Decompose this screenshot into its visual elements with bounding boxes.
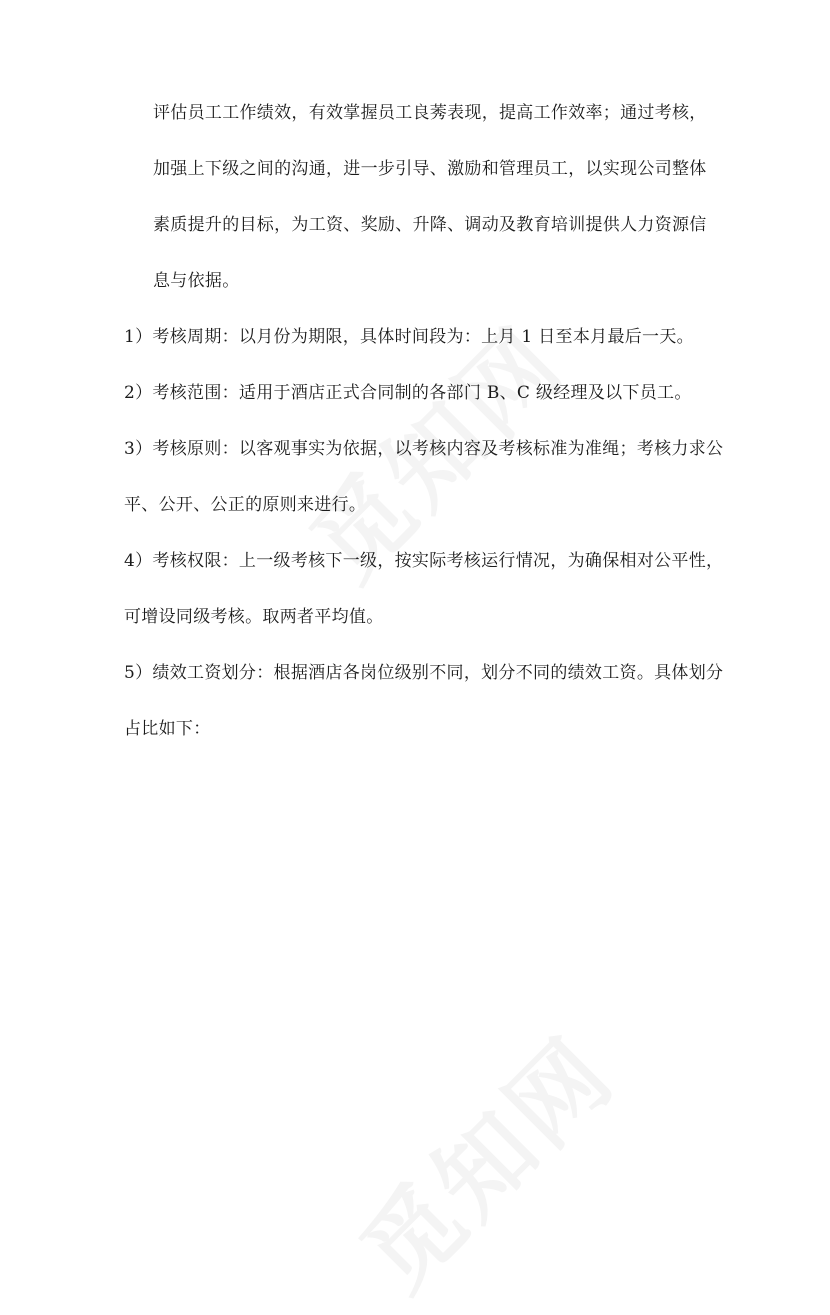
- intro-line: 息与依据。: [153, 271, 240, 291]
- intro-line: 加强上下级之间的沟通，进一步引导、激励和管理员工，以实现公司整体: [153, 159, 707, 179]
- intro-line: 素质提升的目标，为工资、奖励、升降、调动及教育培训提供人力资源信: [153, 215, 707, 235]
- item-assessment-authority: 4）考核权限：上一级考核下一级，按实际考核运行情况，为确保相对公平性，: [124, 551, 724, 571]
- watermark: [326, 1002, 639, 1315]
- item-performance-pay: 5）绩效工资划分：根据酒店各岗位级别不同，划分不同的绩效工资。具体划分: [124, 663, 724, 683]
- item-assessment-period: 1）考核周期：以月份为期限，具体时间段为：上月 1 日至本月最后一天。: [124, 327, 694, 347]
- item-assessment-principle-cont: 平、公开、公正的原则来进行。: [124, 495, 367, 515]
- item-performance-pay-cont: 占比如下：: [124, 719, 211, 739]
- item-assessment-authority-cont: 可增设同级考核。取两者平均值。: [124, 607, 384, 627]
- item-assessment-principle: 3）考核原则：以客观事实为依据，以考核内容及考核标准为准绳；考核力求公: [124, 439, 724, 459]
- item-assessment-scope: 2）考核范围：适用于酒店正式合同制的各部门 B、C 级经理及以下员工。: [124, 383, 692, 403]
- intro-line: 评估员工工作绩效，有效掌握员工良莠表现，提高工作效率；通过考核，: [153, 103, 707, 123]
